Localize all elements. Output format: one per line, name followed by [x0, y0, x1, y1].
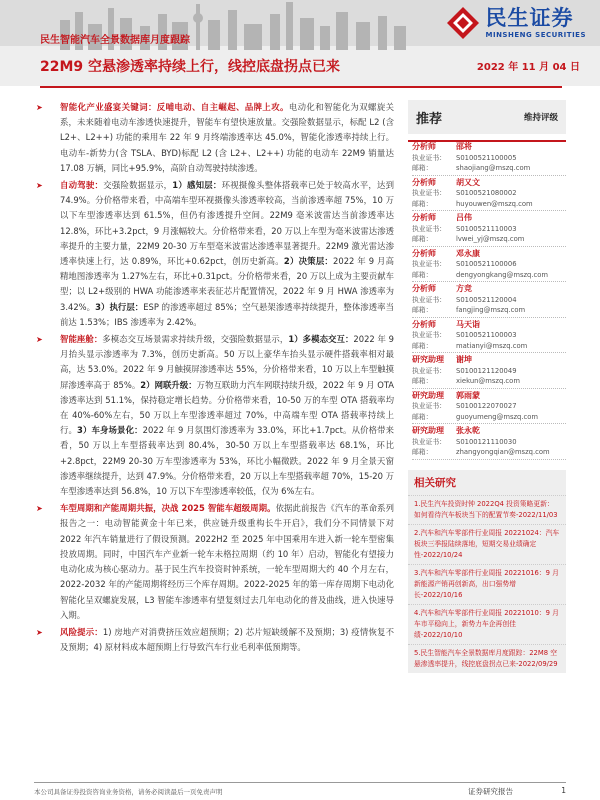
analyst-divider [412, 459, 566, 460]
analyst-entry [408, 355, 566, 389]
footer-disclaimer: 本公司具备证券投资咨询业务资格，请务必阅读最后一页免责声明 [34, 788, 223, 796]
body-text: 环视摄像头整体搭载率已处于较高水平，达到 74.9%。分价格带来看，中高端车型环视摄像头渗透率较高，当前渗透率超 75%，10 万以下车型渗透率达到 61.5%，但仍有渗透提升空间。22M9 毫米波雷达当前渗透率达 12.8%，环比+3.2pct，9 月涨幅较大。分价格带来看，20 万以上车型为毫米波雷达渗透率提升的主要力量，22M9 20-30 万车型毫米波雷达渗透率显著提升。22M9 激光雷达渗透率快速上行，达 0.89%，环比+0.62pct，创历史新高。 [60, 180, 395, 267]
analyst-role: 研究助理 [412, 426, 444, 435]
analyst-entry [408, 142, 566, 176]
analyst-cert: S0100521100005 [456, 153, 517, 162]
analyst-cert: S0100521080002 [456, 189, 517, 197]
rating-status: 维持评级 [523, 113, 558, 123]
cert-label: 执业证书： [412, 260, 446, 268]
company-logo [446, 6, 587, 40]
keyword-text: 自动驾驶： [60, 180, 104, 191]
analyst-email[interactable]: fangjing@mszq.com [456, 306, 526, 314]
keyword-text: 风险提示： [60, 626, 103, 637]
analyst-name: 邵将 [456, 142, 472, 151]
page-number: 1 [561, 786, 566, 795]
body-text: 2022 年 9 月抬头显示渗透率为 7.3%，创历史新高。50 万以上豪华车抬头显示硬件搭载率相对最高，达 53.0%。2022 年 9 月触摸屏渗透率达 55%，分价格带来看，10 万以上车型触摸屏渗透率高于 85%。 [60, 334, 395, 390]
analyst-divider [412, 352, 566, 353]
analyst-divider [412, 388, 566, 389]
summary-text [34, 100, 394, 657]
analyst-divider [412, 210, 566, 211]
sidebar [408, 100, 566, 673]
report-date: 2022 年 11 月 04 日 [476, 62, 580, 73]
analyst-entry [408, 213, 566, 247]
bold-text: 1）感知层： [172, 180, 222, 191]
analyst-divider [412, 317, 566, 318]
summary-paragraph [34, 625, 394, 655]
analyst-role: 研究助理 [412, 390, 444, 400]
analyst-list [408, 142, 566, 460]
analyst-entry [408, 284, 566, 318]
report-header [0, 0, 600, 86]
email-label: 邮箱： [412, 235, 433, 243]
footer-divider [34, 782, 566, 783]
analyst-email[interactable]: lvwei_yj@mszq.com [456, 235, 525, 243]
body-text: 电动化和智能化为双螺旋关系，未来随着电动车渗透快速提升，智能车有望快速放量。交强险数据显示，标配 L2 (含 L2+、L2++) 功能的乘用车 22 年 9 月终端渗透率达 45.0%，智能化渗透率持续上行。电动车-新势力(含 TSLA、BYD)标配 L2 (含 L2+、L2++) 功能的电动车 22M9 销量达 17.08 万辆，同比+95.9%，高阶自动驾驶持续渗透。 [60, 102, 395, 173]
analyst-email[interactable]: zhangyongqian@mszq.com [456, 448, 550, 456]
email-label: 邮箱： [412, 270, 433, 279]
header-divider [40, 86, 562, 88]
cert-label: 执业证书： [412, 402, 446, 410]
bold-text: 1）多模态交互： [288, 334, 354, 345]
analyst-divider [412, 281, 566, 282]
keyword-text: 智能化产业盛宴关键词：反哺电动、自主崛起、品牌上攻。 [60, 102, 289, 112]
rating-box [408, 100, 566, 134]
analyst-email[interactable]: xiekun@mszq.com [456, 377, 520, 385]
email-label: 邮箱： [412, 377, 433, 385]
bullet-arrow-icon: ➤ [36, 335, 43, 345]
bullet-arrow-icon: ➤ [36, 627, 43, 637]
body-text: 依据此前报告《汽车的革命系列报告之一：电动智能黄金十年已来，供应链升级重构长牛开启》，我们分不同情景下对 2022 年汽车销量进行了假设预测。2022H2 至 2025 年中国乘用车进入新一轮车型密集投放周期。同时，中国汽车产业新一轮车未格拉周期（约 10 年）启动，智能化有望接力电动化成为核心驱动力。基于民生汽车投资时钟系统，一轮车型周期大约 40 个月左右，2022-2032 年的产能周期将经历三个库存周期。2022-2025 年的第一库存周期下电动化智能化呈双螺旋发展，L3 智能车渗透率有望复刻过去几年电动化的普及曲线，进入快速导入期。 [60, 503, 395, 620]
analyst-role: 分析师 [412, 284, 436, 293]
logo-text-en: MINSHENG SECURITIES [485, 31, 586, 39]
analyst-cert: S0100521100003 [456, 331, 517, 339]
email-label: 邮箱： [412, 448, 433, 456]
bullet-arrow-icon: ➤ [36, 103, 43, 112]
minsheng-logo-icon [446, 6, 480, 40]
summary-paragraph [34, 501, 394, 623]
analyst-entry [408, 249, 566, 283]
related-research-item[interactable]: 1.民生汽车投资时钟 2022Q4 投资策略更新：如何看待汽车板块当下的配置节奏-2022/11/03 [408, 495, 566, 524]
analyst-role: 分析师 [412, 213, 436, 222]
analyst-email[interactable]: guoyumeng@mszq.com [456, 412, 539, 421]
related-research-item[interactable]: 5.民生智能汽车全景数据库月度跟踪：22M8 空悬渗透率提升，线控底盘拐点已来-2022/09/29 [408, 644, 566, 673]
analyst-role: 分析师 [412, 177, 436, 187]
keyword-text: 智能座舱： [60, 334, 103, 345]
body-text: 2022 年 9 月高精地图渗透率为 1.27%左右，环比+0.31pct。分价格带来看，20 万以上成为主要贡献车型；以 L2+级别的 HWA 功能渗透率来表征芯片配置情况，2022 年 9 月 HWA 渗透率为 3.42%。 [60, 256, 394, 312]
email-label: 邮箱： [412, 341, 433, 350]
analyst-divider [412, 246, 566, 247]
email-label: 邮箱： [412, 306, 433, 314]
analyst-cert: S0100521120004 [456, 295, 517, 304]
report-title: 22M9 空悬渗透率持续上行，线控底盘拐点已来 [40, 59, 341, 75]
cert-label: 执业证书： [412, 153, 446, 162]
analyst-role: 研究助理 [412, 355, 444, 364]
analyst-name: 邓永康 [456, 248, 480, 258]
analyst-name: 方竞 [456, 284, 472, 293]
analyst-divider [412, 175, 566, 176]
analyst-name: 张永乾 [456, 426, 480, 435]
analyst-entry [408, 320, 566, 354]
body-text: 2022 年 9 月氛围灯渗透率为 33.0%，环比+1.7pct。从价格带来看，50 万以上车型搭载率达到 80.4%，30-50 万以上车型搭载率达 68.1%，环比+2.8pct，22M9 20-30 万车型渗透率为 53%，环比小幅微跌。2022 年 9 月全景天窗渗透率继续提升，达到 47.9%。分价格带来看，20 万以上车型搭载率超 70%，15-20 万车型渗透率达到 56.8%，10 万以下车型渗透率较低，仅为 6%左右。 [60, 425, 395, 497]
analyst-email[interactable]: shaojiang@mszq.com [456, 164, 531, 172]
analyst-email[interactable]: matianyi@mszq.com [456, 341, 528, 350]
rating-label: 推荐 [416, 111, 443, 127]
email-label: 邮箱： [412, 164, 433, 172]
body-text: 1) 房地产对消费挤压效应超预期；2) 芯片短缺缓解不及预期；3) 疫情恢复不及预期；4) 原材料成本超预期上行导致汽车行业毛利率低预期等。 [60, 626, 394, 653]
cert-label: 执业证书： [412, 224, 446, 233]
cert-label: 执业证书： [412, 437, 446, 446]
body-text: 多模态交互场景需求持续升级，交强险数据显示， [102, 334, 289, 345]
cert-label: 执业证书： [412, 189, 446, 197]
summary-paragraph [34, 178, 394, 330]
bold-text: 3）车身场景化： [77, 425, 143, 436]
related-research-title: 相关研究 [414, 476, 456, 489]
analyst-role: 分析师 [412, 319, 436, 329]
related-research-list [408, 495, 566, 673]
bold-text: 3）执行层： [95, 301, 144, 312]
analyst-cert: S0100521110003 [456, 224, 517, 233]
analyst-cert: S0100122070027 [456, 402, 517, 410]
summary-paragraph [34, 100, 394, 176]
analyst-name: 吕伟 [456, 213, 472, 222]
body-text: 万物互联助力汽车网联持续升级，2022 年 9 月 OTA 渗透率达到 51.1%，保持稳定增长趋势。分价格带来看，10-50 万的车型 OTA 搭载率均在 40%-60%左右，50 万以上车型渗透率超过 70%，中高端车型 OTA 搭载率持续上行。 [60, 379, 395, 436]
analyst-cert: S0100121110030 [456, 437, 517, 446]
bullet-arrow-icon: ➤ [36, 504, 43, 514]
related-research-box [408, 470, 566, 673]
analyst-email[interactable]: dengyongkang@mszq.com [456, 270, 549, 279]
report-series: 民生智能汽车全景数据库月度跟踪 [40, 35, 190, 46]
analyst-divider [412, 423, 566, 424]
logo-text-cn: 民生证券 [485, 6, 574, 30]
analyst-entry [408, 178, 566, 212]
related-research-item[interactable]: 3.汽车和汽车零部件行业周报 20221016：9 月新能源产销再创新高，出口强势增长-2022/10/16 [408, 564, 566, 604]
analyst-entry [408, 391, 566, 425]
analyst-entry [408, 426, 566, 460]
analyst-email[interactable]: huyouwen@mszq.com [456, 199, 533, 208]
body-text: ESP 的渗透率超过 85%；空气悬架渗透率持续提升，整体渗透率当前达 1.53%；IBS 渗透率为 2.42%。 [60, 301, 395, 327]
keyword-text: 车型周期和产能周期共振，决战 2025 智能车超级周期。 [60, 503, 276, 514]
analyst-cert: S0100121120049 [456, 366, 517, 375]
analyst-name: 马天诣 [456, 319, 480, 329]
bullet-arrow-icon: ➤ [36, 181, 43, 191]
analyst-name: 胡又文 [456, 177, 480, 187]
analyst-role: 分析师 [412, 142, 436, 151]
related-research-item[interactable]: 4.汽车和汽车零部件行业周报 20221010：9 月车市平稳向上，新势力车企再创佳绩-2022/10/10 [408, 604, 566, 644]
cert-label: 执业证书： [412, 331, 446, 339]
analyst-role: 分析师 [412, 248, 436, 258]
body-text: 交强险数据显示， [103, 180, 173, 191]
bold-text: 2）决策层： [283, 256, 334, 267]
analyst-cert: S0100521100006 [456, 260, 517, 268]
related-research-item[interactable]: 2.汽车和汽车零部件行业周报 20221024：汽车板块三季报陆续落地，短期交易业绩确定性-2022/10/24 [408, 524, 566, 564]
bold-text: 2）网联升级： [140, 379, 197, 390]
email-label: 邮箱： [412, 199, 433, 208]
email-label: 邮箱： [412, 412, 433, 421]
analyst-name: 郭雨蒙 [456, 390, 480, 400]
analyst-name: 谢坤 [456, 355, 472, 364]
footer-label: 证券研究报告 [468, 787, 513, 796]
cert-label: 执业证书： [412, 295, 446, 304]
summary-paragraph [34, 332, 394, 499]
cert-label: 执业证书： [412, 366, 446, 375]
